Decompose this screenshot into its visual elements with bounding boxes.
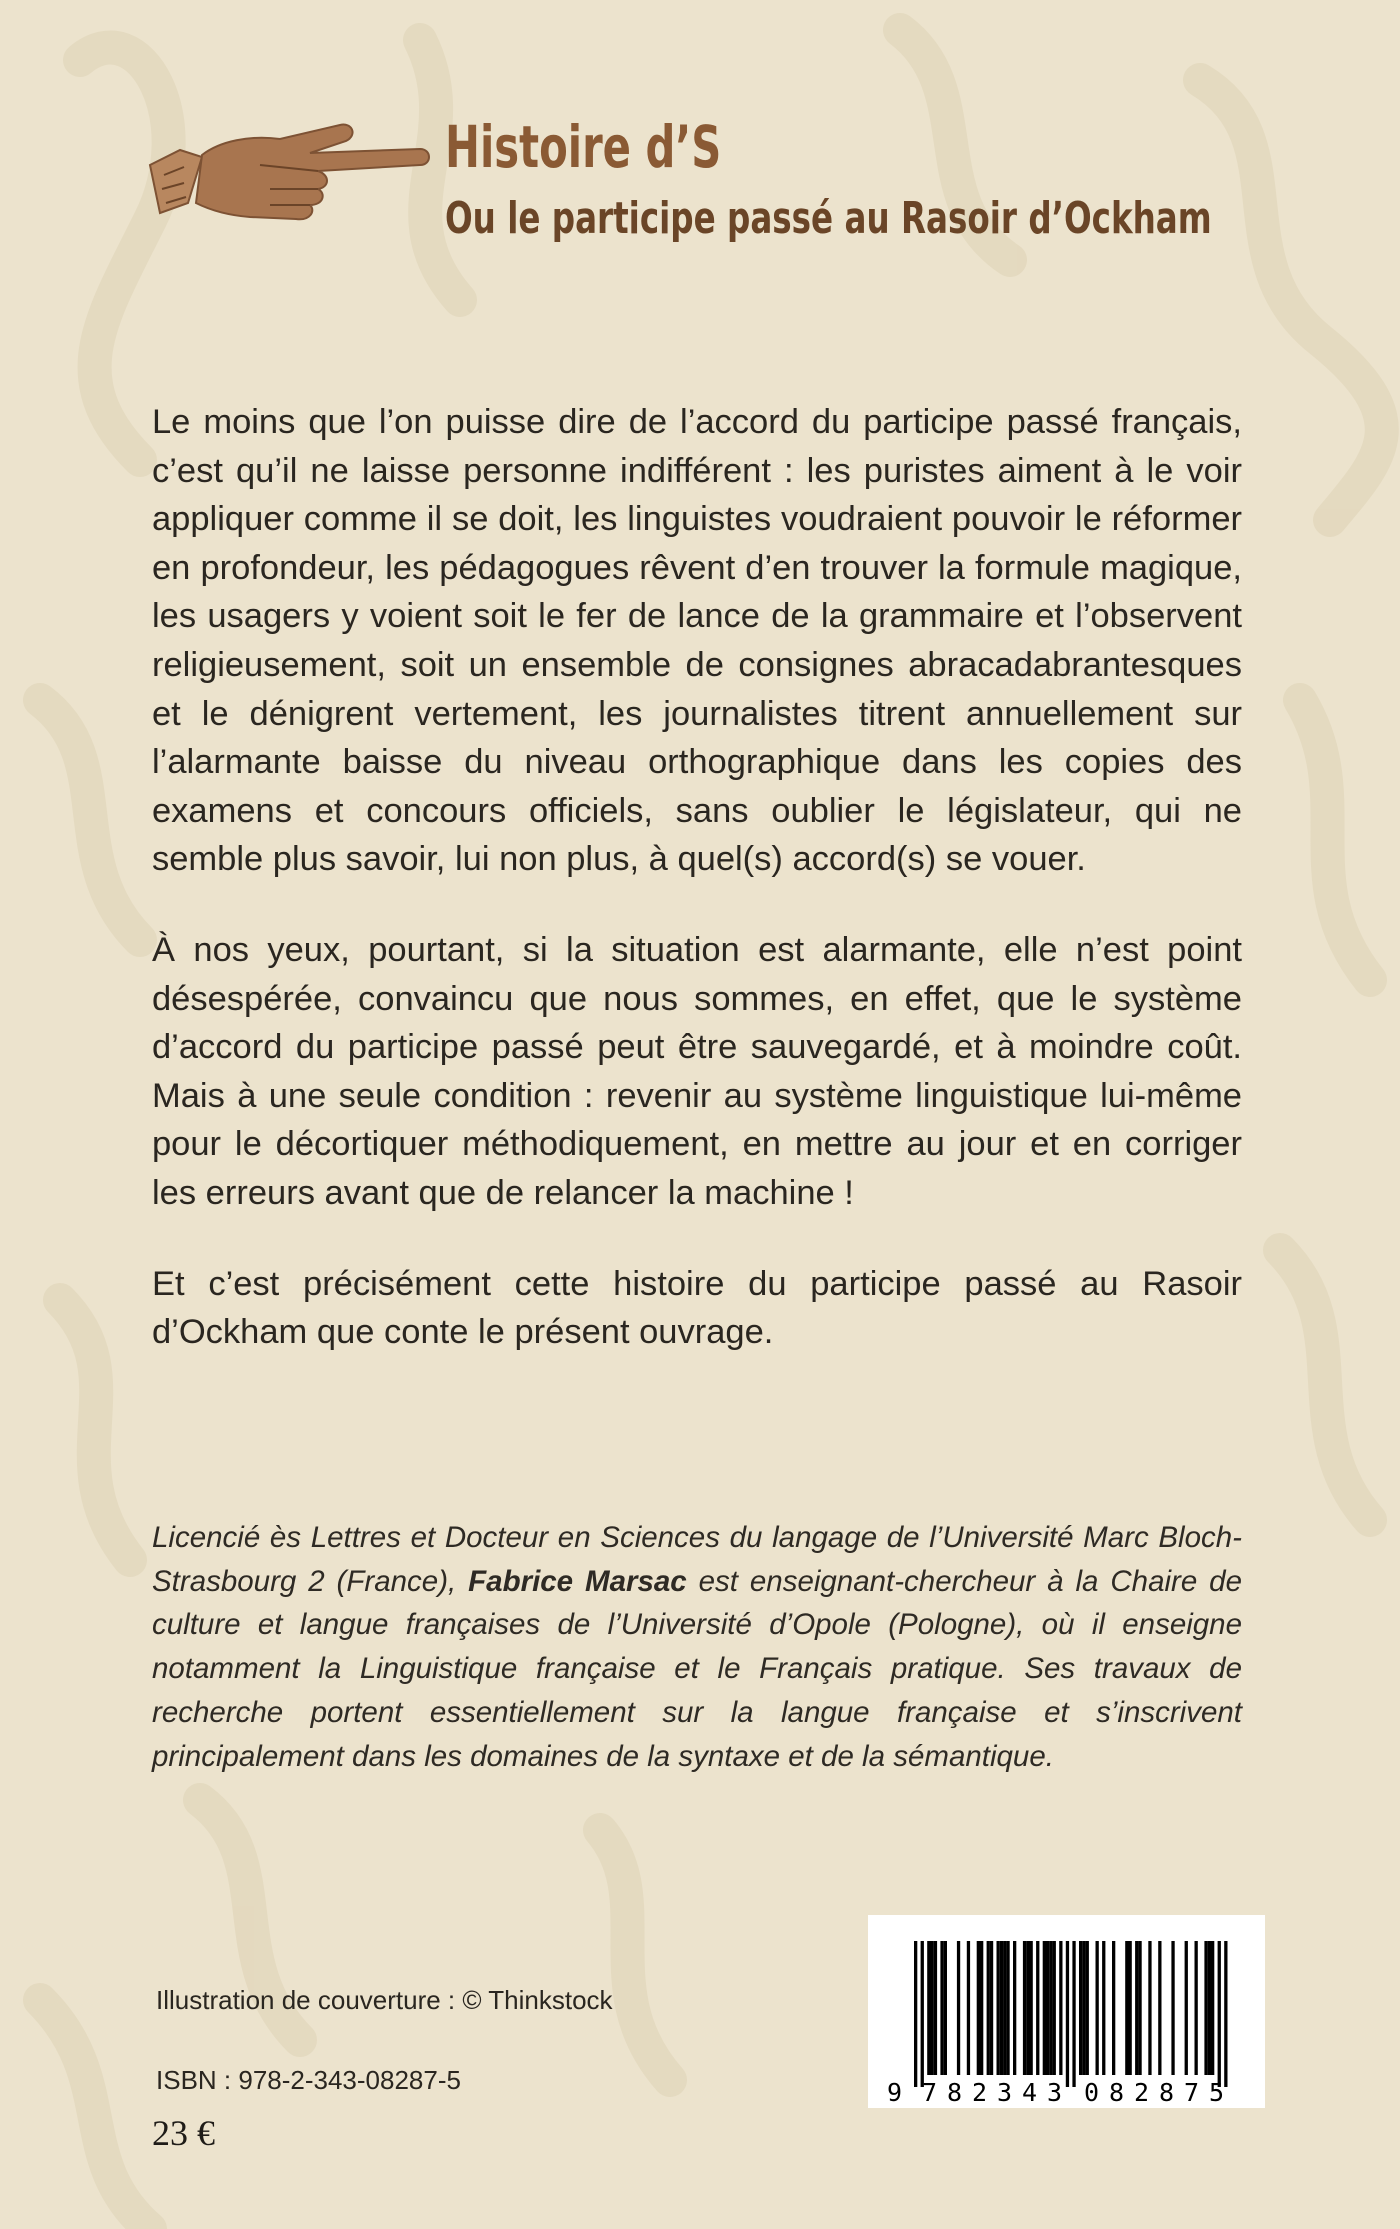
- barcode-digit-group-1: 782343: [922, 2078, 1062, 2107]
- blurb-paragraph-2: À nos yeux, pourtant, si la situation est alarmante, elle n’est point désespérée, convaincu que nous sommes, en effet, que le système d’accord du participe passé peut être sauvegardé, et à moindre coût. Mais à une seule condition : revenir au système linguistique lui-même pour le décortiquer méthodiquement, en mettre au jour et en corriger les erreurs avant que de relancer la machine !: [152, 930, 1242, 1212]
- barcode-bar: [1023, 1941, 1026, 2075]
- barcode-bar: [1053, 1941, 1056, 2075]
- barcode-bar: [1158, 1941, 1161, 2075]
- barcode-bar: [1218, 1941, 1221, 2087]
- barcode-bar: [1135, 1941, 1138, 2075]
- barcode-bar: [931, 1941, 934, 2075]
- isbn: ISBN : 978-2-343-08287-5: [156, 2065, 461, 2095]
- barcode-bar: [1086, 1941, 1089, 2075]
- author-bio-intro: Licencié ès Lettres et Docteur en Sciences du langage de l’Université Marc Bloch-Strasbourg 2 (France),: [152, 1521, 1242, 1598]
- blurb-paragraph-1: Le moins que l’on puisse dire de l’accord du participe passé français, c’est qu’il ne laisse personne indifférent : les puristes aiment à le voir appliquer comme il se doit, les linguistes voudraient pouvoir le réformer en profondeur, les pédagogues rêvent d’en trouver la formule magique, les usagers y voient soit le fer de lance de la grammaire et l’observent religieusement, soit un ensemble de consignes abracadabrantesques et le dénigrent vertement, les journalistes titrent annuellement sur l’alarmante baisse du niveau orthographique dans les copies des examens et concours officiels, sans oublier le législateur, qui ne semble plus savoir, lui non plus, à quel(s) accord(s) se vouer.: [152, 403, 1242, 879]
- barcode-icon: [868, 1915, 1265, 2108]
- barcode-bar: [967, 1941, 970, 2075]
- barcode-bar: [1049, 1941, 1052, 2075]
- barcode-bar: [1079, 1941, 1082, 2075]
- barcode-bar: [980, 1941, 983, 2075]
- barcode-bar: [1066, 1941, 1069, 2087]
- author-bio: [152, 1516, 1242, 1778]
- barcode-bar: [1125, 1941, 1128, 2075]
- barcode-bar: [1036, 1941, 1039, 2075]
- barcode-bar: [1171, 1941, 1174, 2075]
- blurb-text: [152, 398, 1242, 1399]
- barcode-bar: [927, 1941, 930, 2075]
- barcode-bar: [1000, 1941, 1003, 2075]
- author-bio-rest: est enseignant-chercheur à la Chaire de culture et langue françaises de l’Université d’Opole (Pologne), où il enseigne notamment la Linguistique française et le Français pratique. Ses travaux de recherche portent essentiellement sur la langue française et s’inscrivent principalement dans les domaines de la syntaxe et de la sémantique.: [152, 1564, 1242, 1773]
- barcode-bar: [944, 1941, 947, 2075]
- barcode-digit-group-2: 082875: [1084, 2078, 1224, 2107]
- barcode-bar: [1211, 1941, 1214, 2075]
- barcode-bar: [997, 1941, 1000, 2075]
- barcode-bar: [1102, 1941, 1105, 2075]
- barcode-bar: [990, 1941, 993, 2075]
- barcode-bar: [940, 1941, 943, 2075]
- book-header: [140, 95, 1260, 295]
- barcode-bar: [1059, 1941, 1062, 2075]
- barcode-bar: [1003, 1941, 1006, 2075]
- barcode-bar: [934, 1941, 937, 2075]
- barcode-bar: [1030, 1941, 1033, 2075]
- barcode-bar: [977, 1941, 980, 2075]
- barcode-bar: [1082, 1941, 1085, 2075]
- barcode-bar: [1112, 1941, 1115, 2075]
- barcode-bar: [1138, 1941, 1141, 2075]
- barcode-bar: [1129, 1941, 1132, 2075]
- barcode-bar: [1208, 1941, 1211, 2075]
- barcode-bar: [1072, 1941, 1075, 2087]
- barcode-bar: [1148, 1941, 1151, 2075]
- barcode-digit-first: 9: [887, 2078, 903, 2107]
- barcode: [868, 1915, 1265, 2108]
- barcode-bar: [1224, 1941, 1227, 2087]
- barcode-bar: [1185, 1941, 1188, 2075]
- barcode-bar: [1013, 1941, 1016, 2075]
- blurb-paragraph-3: Et c’est précisément cette histoire du participe passé au Rasoir d’Ockham que conte le présent ouvrage.: [152, 1264, 1242, 1352]
- barcode-bar: [1046, 1941, 1049, 2075]
- barcode-bar: [921, 1941, 924, 2087]
- barcode-bar: [987, 1941, 990, 2075]
- pointing-hand-icon: [140, 105, 430, 235]
- barcode-bar: [1195, 1941, 1198, 2075]
- author-name: Fabrice Marsac: [468, 1564, 687, 1598]
- barcode-bars: [914, 1941, 1228, 2087]
- barcode-bar: [1026, 1941, 1029, 2075]
- barcode-bar: [1204, 1941, 1207, 2075]
- barcode-bar: [1006, 1941, 1009, 2075]
- price: 23 €: [152, 2113, 215, 2153]
- book-subtitle: Ou le participe passé au Rasoir d’Ockham: [445, 193, 1212, 244]
- cover-illustration-credit: Illustration de couverture : © Thinkstock: [156, 1985, 613, 2015]
- book-title: Histoire d’S: [445, 113, 722, 181]
- barcode-bar: [957, 1941, 960, 2075]
- barcode-bar: [914, 1941, 917, 2087]
- barcode-bar: [1043, 1941, 1046, 2075]
- barcode-bar: [1096, 1941, 1099, 2075]
